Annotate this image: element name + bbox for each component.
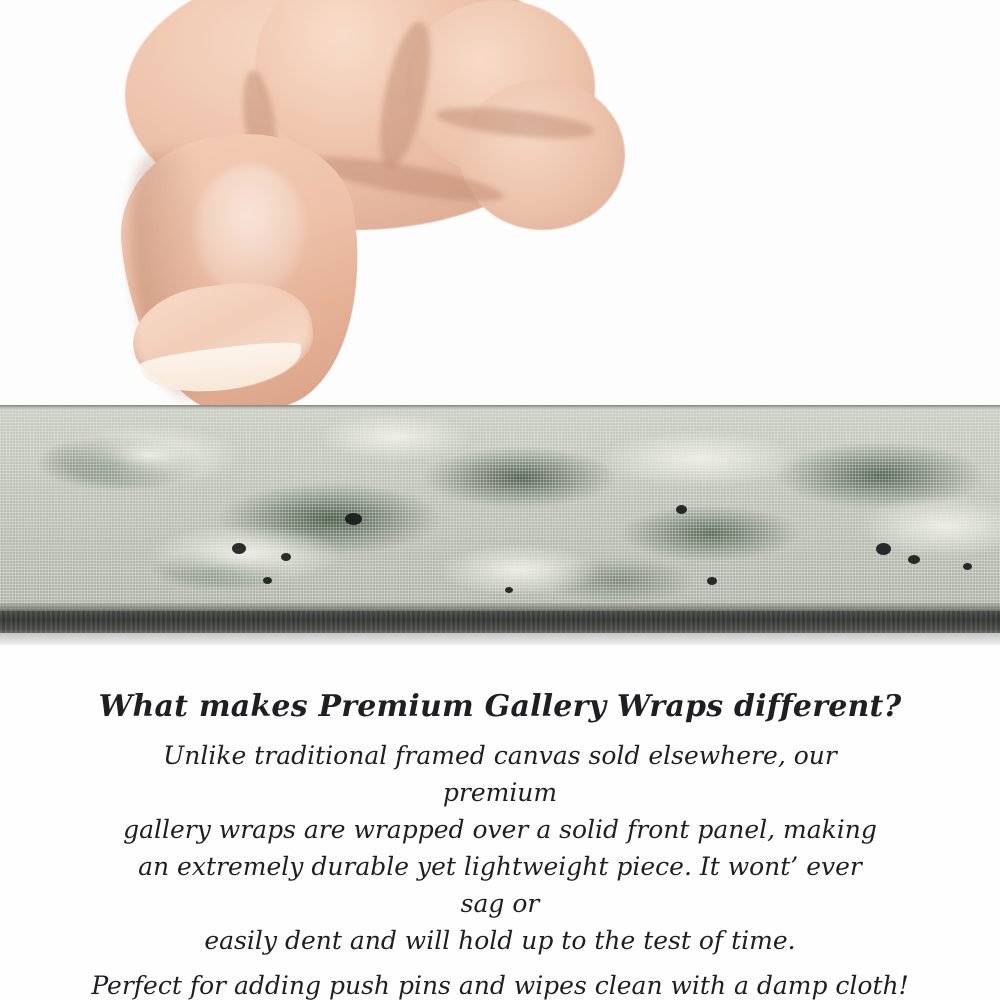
paint-speck — [908, 555, 920, 564]
paint-speck — [232, 543, 246, 554]
paint-speck — [963, 563, 972, 570]
finger-highlight — [195, 165, 305, 295]
caption-last-line: Perfect for adding push pins and wipes clean with a damp cloth! — [91, 971, 909, 1000]
paint-highlight — [440, 545, 600, 595]
paint-speck — [707, 577, 717, 585]
paint-highlight — [600, 431, 800, 487]
caption-body-line: an extremely durable yet lightweight piece. It wont’ ever sag or — [138, 852, 862, 918]
paint-speck — [281, 553, 291, 561]
canvas-wrap-edge — [0, 405, 1000, 637]
paint-highlight — [150, 525, 340, 583]
canvas-drop-shadow — [0, 633, 1000, 645]
caption-block — [0, 690, 1000, 1000]
paint-speck — [876, 543, 891, 555]
canvas-top-edge — [0, 405, 1000, 409]
hand-knuckle-three — [460, 80, 625, 230]
canvas-side-depth — [0, 611, 1000, 633]
paint-highlight — [60, 425, 240, 485]
hand-pressing-finger — [105, 0, 625, 430]
paint-speck — [505, 587, 513, 593]
caption-body — [0, 737, 1000, 959]
caption-body-line: Unlike traditional framed canvas sold elsewhere, our premium — [163, 741, 837, 807]
caption-heading: What makes Premium Gallery Wraps different? — [98, 689, 902, 724]
paint-speck — [263, 577, 272, 584]
caption-body-line: easily dent and will hold up to the test of time. — [204, 926, 796, 955]
paint-speck — [345, 513, 362, 525]
paint-speck — [676, 505, 687, 514]
canvas-printed-face — [0, 405, 1000, 612]
paint-highlight — [320, 413, 470, 461]
caption-body-line: gallery wraps are wrapped over a solid front panel, making — [123, 815, 877, 844]
